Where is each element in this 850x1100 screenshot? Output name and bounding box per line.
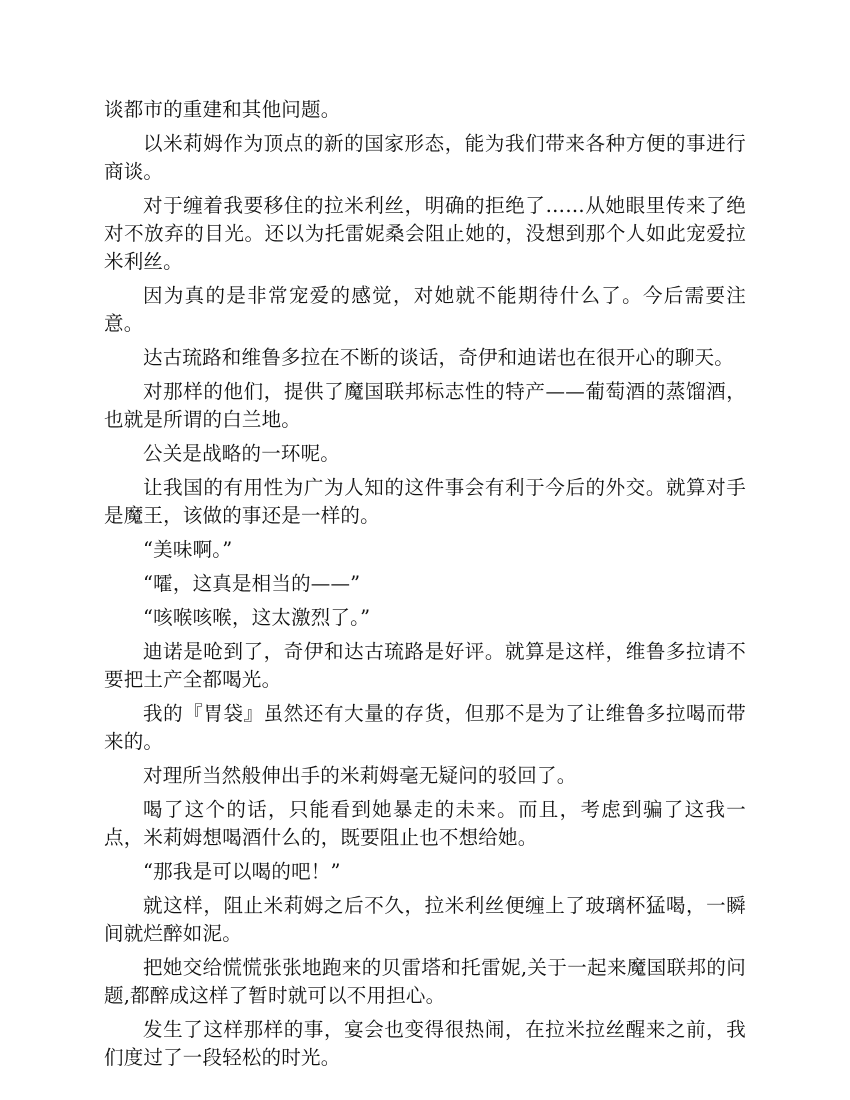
paragraph: 让我国的有用性为广为人知的这件事会有利于今后的外交。就算对手是魔王，该做的事还是一样的。 <box>104 476 746 527</box>
dialogue-line: “嚯，这真是相当的——” <box>143 572 361 595</box>
dialogue-line: “咳喉咳喉，这太激烈了。” <box>143 606 371 629</box>
dialogue-line: “那我是可以喝的吧！” <box>143 860 341 883</box>
paragraph: 达古琉路和维鲁多拉在不断的谈话，奇伊和迪诺也在很开心的聊天。 <box>143 346 735 369</box>
paragraph: 喝了这个的话，只能看到她暴走的未来。而且，考虑到骗了这我一点，米莉姆想喝酒什么的，既要阻止也不想给她。 <box>104 798 746 849</box>
paragraph: 把她交给慌慌张张地跑来的贝雷塔和托雷妮,关于一起来魔国联邦的问题,都醉成这样了暂时就可以不用担心。 <box>104 956 746 1007</box>
paragraph: 就这样，阻止米莉姆之后不久，拉米利丝便缠上了玻璃杯猛喝，一瞬间就烂醉如泥。 <box>104 894 746 945</box>
dialogue-line: “美味啊。” <box>143 538 233 561</box>
document-body <box>104 96 746 1078</box>
paragraph: 我的『胃袋』虽然还有大量的存货，但那不是为了让维鲁多拉喝而带来的。 <box>104 702 746 753</box>
paragraph: 以米莉姆作为顶点的新的国家形态，能为我们带来各种方便的事进行商谈。 <box>104 132 746 183</box>
paragraph: 公关是战略的一环呢。 <box>143 442 341 465</box>
paragraph: 对于缠着我要移住的拉米利丝，明确的拒绝了……从她眼里传来了绝对不放弃的目光。还以为托雷妮桑会阻止她的，没想到那个人如此宠爱拉米利丝。 <box>104 194 746 273</box>
paragraph: 对那样的他们，提供了魔国联邦标志性的特产——葡萄酒的蒸馏酒，也就是所谓的白兰地。 <box>104 380 746 431</box>
paragraph: 发生了这样那样的事，宴会也变得很热闹，在拉米拉丝醒来之前，我们度过了一段轻松的时光。 <box>104 1018 746 1069</box>
paragraph: 迪诺是呛到了，奇伊和达古琉路是好评。就算是这样，维鲁多拉请不要把土产全都喝光。 <box>104 640 746 691</box>
paragraph: 谈都市的重建和其他问题。 <box>104 98 341 121</box>
paragraph: 因为真的是非常宠爱的感觉，对她就不能期待什么了。今后需要注意。 <box>104 284 746 335</box>
paragraph: 对理所当然般伸出手的米莉姆毫无疑问的驳回了。 <box>143 764 577 787</box>
